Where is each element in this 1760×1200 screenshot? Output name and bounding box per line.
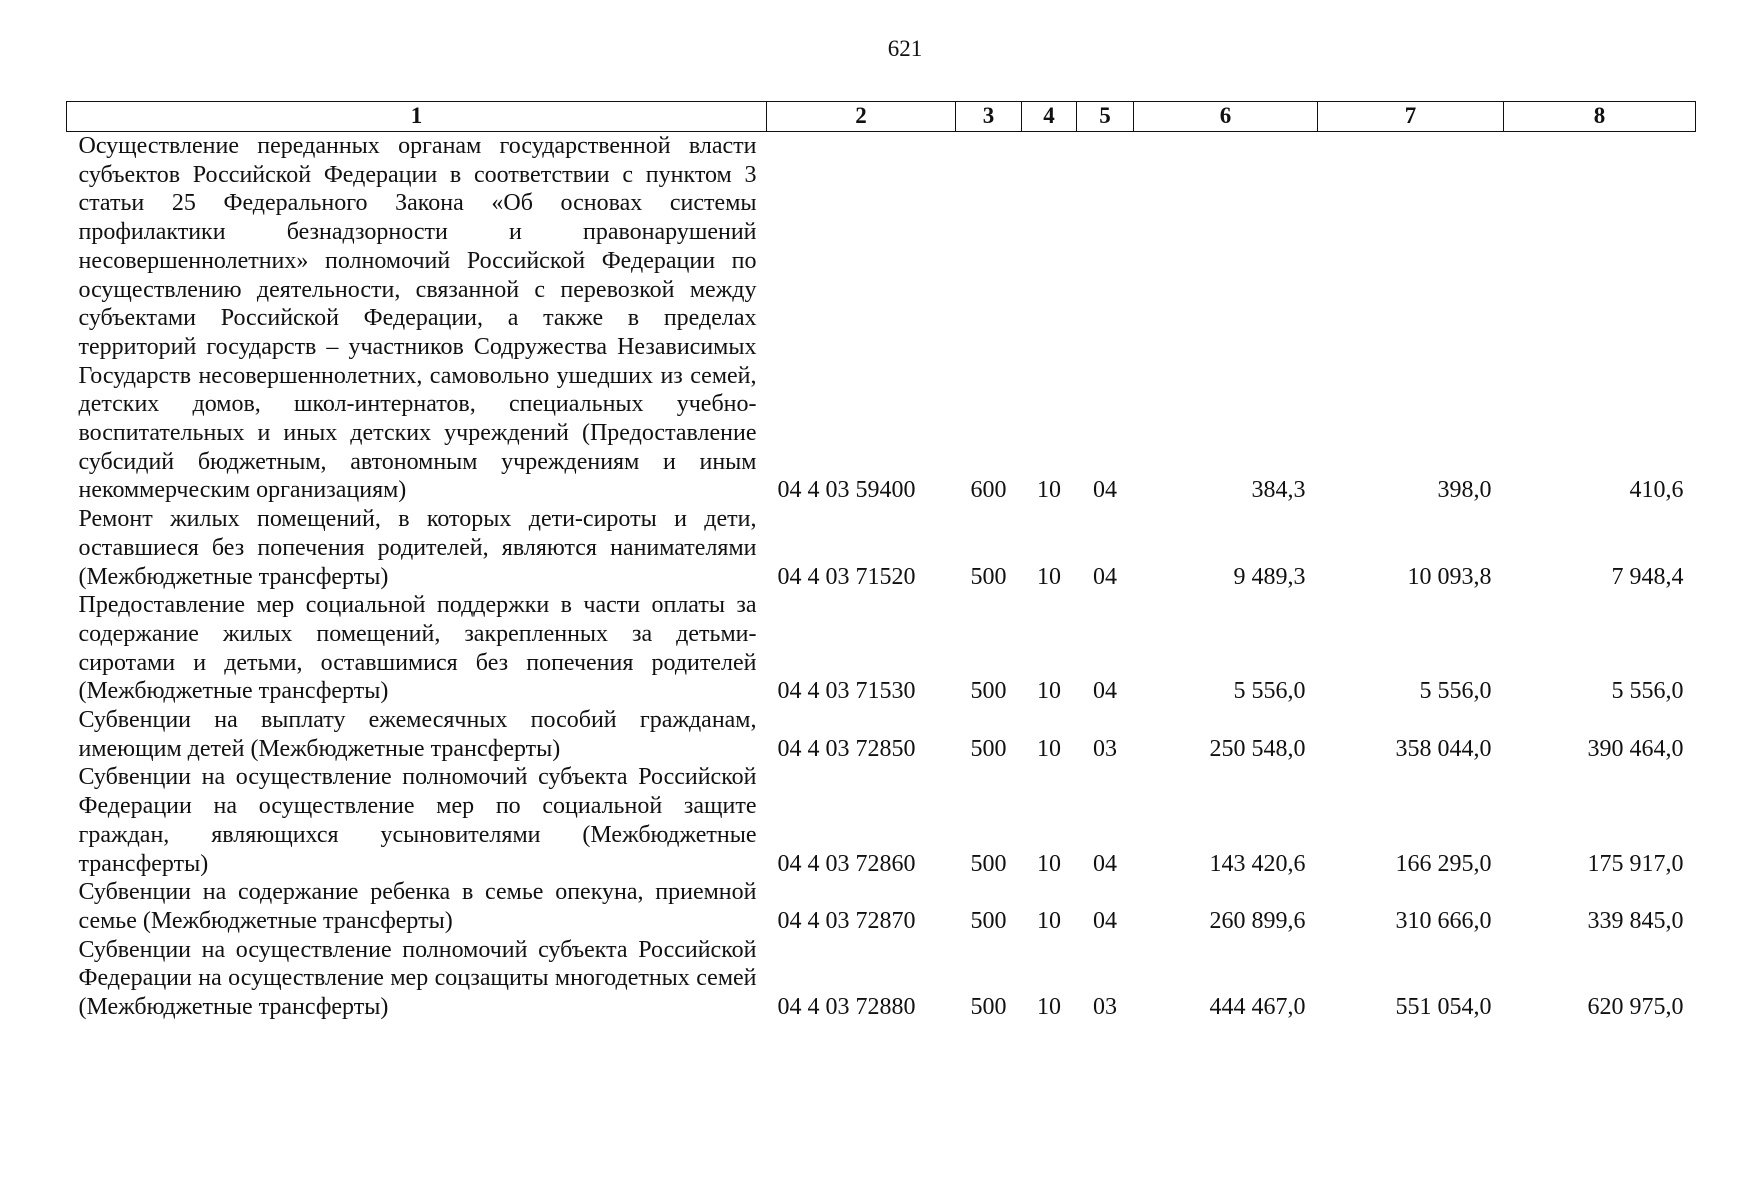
row-target-code: 04 4 03 72850 [777,735,916,762]
row-col-4: 10 [1037,563,1061,590]
row-description: Субвенции на выплату ежемесячных пособий гражданам, имеющим детей (Межбюджетные трансферты) [78,707,757,762]
row-value-6: 143 420,6 [1209,850,1306,877]
row-col-4: 10 [1037,678,1061,705]
header-col-1: 1 [67,102,767,132]
row-description: Ремонт жилых помещений, в которых дети-сироты и дети, оставшиеся без попечения родителей, являются нанимателями (Межбюджетные трансферты) [78,506,757,590]
row-description: Предоставление мер социальной поддержки в части оплаты за содержание жилых помещений, закрепленных за детьми-сиротами и детьми, оставшимися без попечения родителей (Межбюджетные трансферты) [78,592,757,705]
row-value-8: 410,6 [1629,477,1684,504]
table-body [67,132,1696,1022]
row-value-6: 444 467,0 [1209,994,1306,1021]
row-value-7: 5 556,0 [1419,678,1492,705]
row-col-3: 500 [970,678,1007,705]
row-value-6: 250 548,0 [1209,735,1306,762]
page-number: 621 [887,36,923,61]
row-col-3: 500 [970,735,1007,762]
header-col-4: 4 [1022,102,1077,132]
header-col-6: 6 [1134,102,1318,132]
row-value-6: 5 556,0 [1233,678,1306,705]
table-row [67,706,1696,763]
row-value-7: 310 666,0 [1395,907,1492,934]
row-value-6: 384,3 [1251,477,1306,504]
row-value-6: 260 899,6 [1209,907,1306,934]
row-col-3: 500 [970,563,1007,590]
header-col-8: 8 [1504,102,1696,132]
header-col-5: 5 [1077,102,1134,132]
row-target-code: 04 4 03 71530 [777,678,916,705]
table-row [67,505,1696,591]
row-col-4: 10 [1037,735,1061,762]
row-value-8: 390 464,0 [1587,735,1684,762]
row-target-code: 04 4 03 72880 [777,994,916,1021]
header-row [67,102,1696,132]
table-row [67,936,1696,1022]
row-col-5: 03 [1093,994,1117,1021]
row-col-3: 500 [970,907,1007,934]
header-col-3: 3 [956,102,1022,132]
table-row [67,878,1696,935]
row-col-3: 500 [970,850,1007,877]
row-description: Субвенции на осуществление полномочий субъекта Российской Федерации на осуществление мер соцзащиты многодетных семей (Межбюджетные трансферты) [78,936,757,1021]
row-value-7: 10 093,8 [1407,563,1492,590]
row-col-5: 04 [1093,477,1117,504]
row-col-5: 04 [1093,678,1117,705]
row-value-8: 5 556,0 [1611,678,1684,705]
table-row [67,763,1696,878]
row-value-7: 358 044,0 [1395,735,1492,762]
row-description: Субвенции на содержание ребенка в семье опекуна, приемной семье (Межбюджетные трансферты) [78,879,757,934]
row-description: Осуществление переданных органам государственной власти субъектов Российской Федерации в соответствии с пунктом 3 статьи 25 Федерального Закона «Об основах системы профилактики безнадзорности и правонарушений несовершеннолетних» полномочий Российской Федерации по осуществлению деятельности, связанной с перевозкой между субъектами Российской Федерации, а также в пределах территорий государств – участников Содружества Независимых Государств несовершеннолетних, самовольно ушедших из семей, детских домов, школ-интернатов, специальных учебно-воспитательных и иных детских учреждений (Предоставление субсидий бюджетным, автономным учреждениям и иным некоммерческим организациям) [78,133,757,504]
row-col-5: 04 [1093,850,1117,877]
row-col-3: 600 [970,477,1007,504]
row-value-8: 620 975,0 [1587,994,1684,1021]
row-col-4: 10 [1037,850,1061,877]
row-col-5: 03 [1093,735,1117,762]
row-value-8: 339 845,0 [1587,907,1684,934]
row-col-4: 10 [1037,477,1061,504]
row-col-5: 04 [1093,563,1117,590]
row-col-5: 04 [1093,907,1117,934]
budget-table [66,101,1696,1022]
row-value-7: 166 295,0 [1395,850,1492,877]
header-col-2: 2 [767,102,956,132]
row-value-7: 551 054,0 [1395,994,1492,1021]
row-target-code: 04 4 03 71520 [777,563,916,590]
row-value-8: 175 917,0 [1587,850,1684,877]
row-target-code: 04 4 03 72870 [777,907,916,934]
row-target-code: 04 4 03 72860 [777,850,916,877]
header-col-7: 7 [1318,102,1504,132]
table-header [67,102,1696,132]
row-value-6: 9 489,3 [1233,563,1306,590]
table-row [67,132,1696,506]
row-col-4: 10 [1037,994,1061,1021]
row-col-4: 10 [1037,907,1061,934]
row-col-3: 500 [970,994,1007,1021]
row-value-8: 7 948,4 [1611,563,1684,590]
row-target-code: 04 4 03 59400 [777,477,916,504]
row-description: Субвенции на осуществление полномочий субъекта Российской Федерации на осуществление мер по социальной защите граждан, являющихся усыновителями (Межбюджетные трансферты) [78,764,757,877]
row-value-7: 398,0 [1437,477,1492,504]
table-row [67,591,1696,706]
